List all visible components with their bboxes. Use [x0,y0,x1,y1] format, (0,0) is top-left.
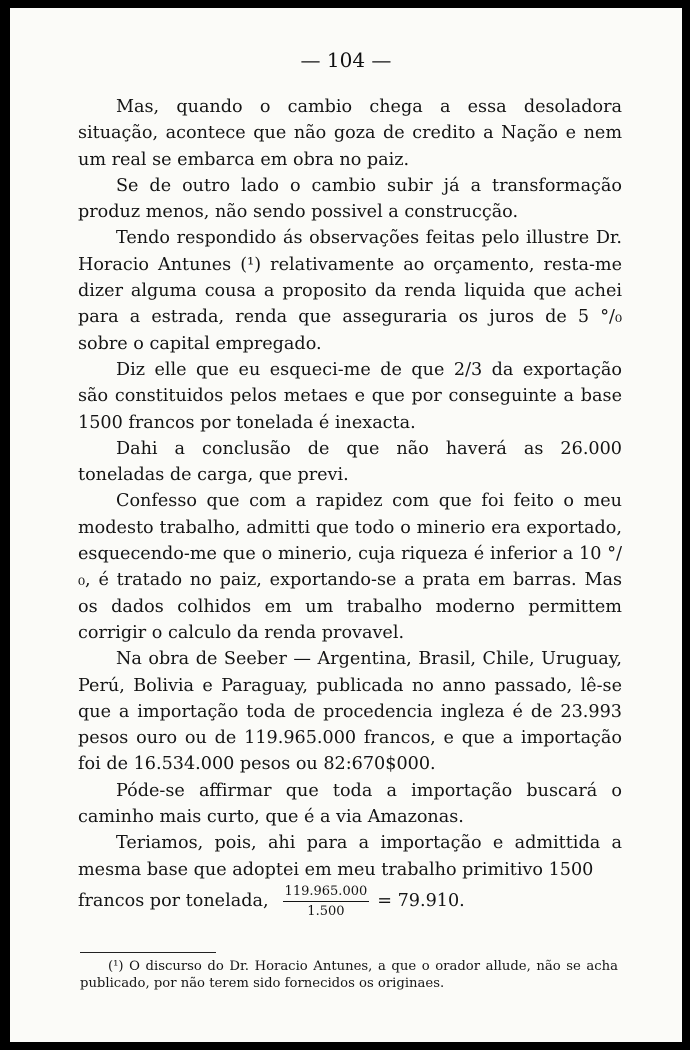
paragraph: Diz elle que eu esqueci-me de que 2/3 da exportação são constituidos pelos metaes e que por conseguinte a base 1500 francos por tonelada é inexacta. [78,359,622,433]
fraction-numerator: 119.965.000 [283,883,370,902]
paragraph: Na obra de Seeber — Argentina, Brasil, Chile, Uruguay, Perú, Bolivia e Paraguay, publicada no anno passado, lê-se que a importação toda de procedencia ingleza é de 23.993 pesos ouro ou de 119.965.000 francos, e que a importação foi de 16.534.000 pesos ou 82:670$000. [78,649,622,775]
paragraph: Tendo respondido ás observações feitas pelo illustre Dr. Horacio Antunes (¹) relativamente ao orçamento, resta-me dizer alguma cousa a proposito da renda liquida que achei para a estrada, renda que asseguraria os juros de 5 °/₀ sobre o capital empregado. [78,228,622,354]
document-page [10,8,682,1042]
page-number: — 104 — [300,48,392,72]
footnote-rule [80,952,216,953]
formula-result: = 79.910. [377,891,465,912]
paragraph: Confesso que com a rapidez com que foi feito o meu modesto trabalho, admitti que todo o minerio era exportado, esquecendo-me que o minerio, cuja riqueza é inferior a 10 °/₀, é tratado no paiz, exportando-se a prata em barras. Mas os dados colhidos em um trabalho moderno permittem corrigir o calculo da renda provavel. [78,491,622,643]
footnote: (¹) O discurso do Dr. Horacio Antunes, a que o orador allude, não se acha publicado, por não terem sido fornecidos os originaes. [80,959,618,991]
fraction-denominator: 1.500 [307,903,345,919]
formula-lead: francos por tonelada, [78,891,269,912]
fraction [283,883,370,920]
paragraph: Teriamos, pois, ahi para a importação e admittida a mesma base que adoptei em meu trabalho primitivo 1500 [78,833,622,880]
paragraph: Se de outro lado o cambio subir já a transformação produz menos, não sendo possivel a construcção. [78,175,622,223]
paragraph: Póde-se affirmar que toda a importação buscará o caminho mais curto, que é a via Amazonas. [78,780,622,828]
paragraph: Dahi a conclusão de que não haverá as 26.000 toneladas de carga, que previ. [78,438,622,486]
body-text [78,94,622,920]
paragraph: Mas, quando o cambio chega a essa desoladora situação, acontece que não goza de credito a Nação e nem um real se embarca em obra no paiz. [78,97,622,170]
formula-line [78,883,622,920]
